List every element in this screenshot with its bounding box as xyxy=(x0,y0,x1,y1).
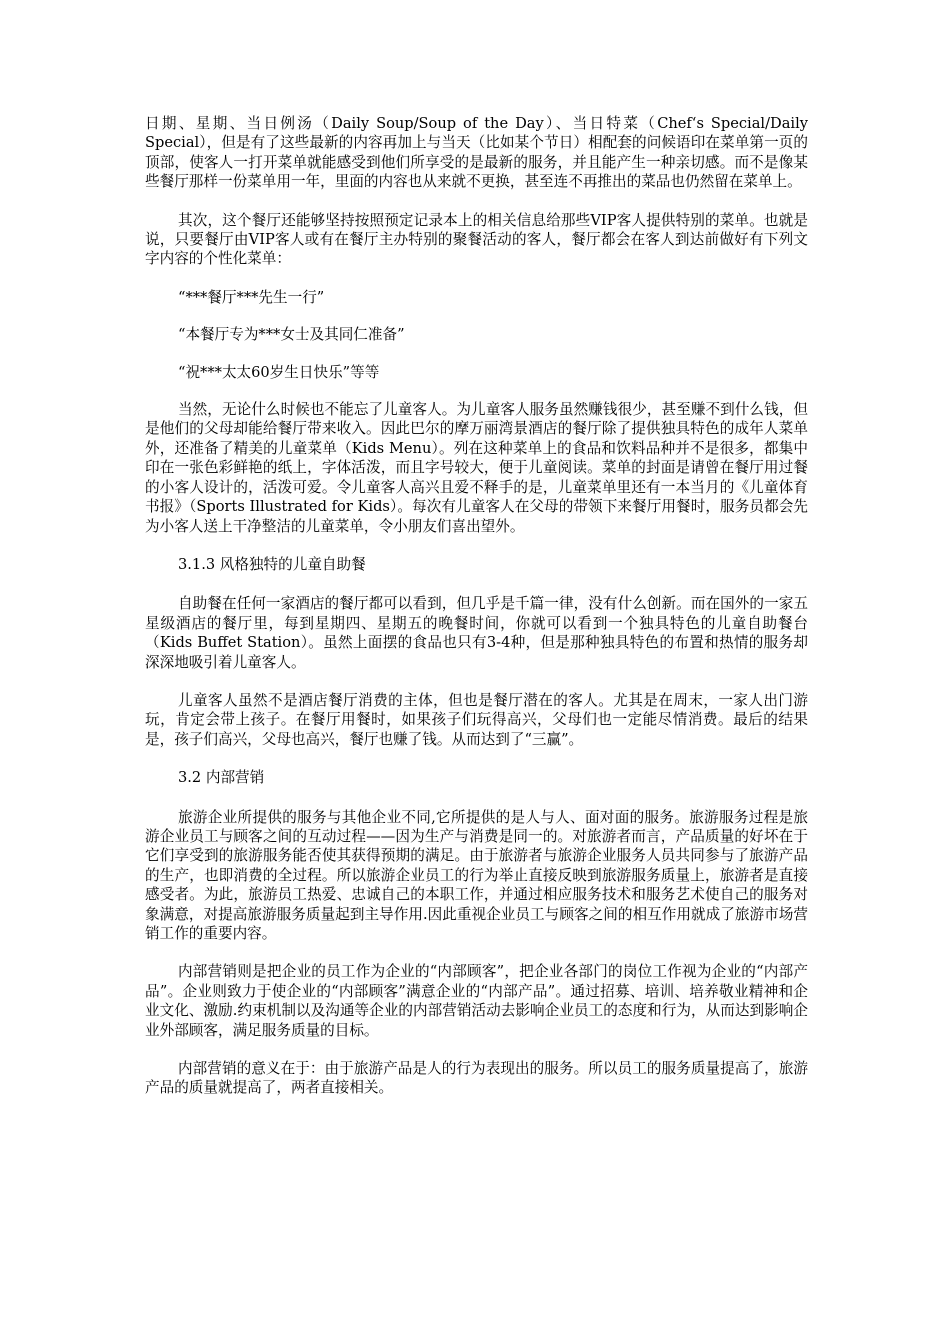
paragraph-vip-menu: 其次，这个餐厅还能够坚持按照预定记录本上的相关信息给那些VIP客人提供特别的菜单。也就是说，只要餐厅由VIP客人或有在餐厅主办特别的聚餐活动的客人，餐厅都会在客人到达前做好有下列文字内容的个性化菜单： xyxy=(145,211,808,268)
paragraph-service-interaction: 旅游企业所提供的服务与其他企业不同,它所提供的是人与人、面对面的服务。旅游服务过程是旅游企业员工与顾客之间的互动过程——因为生产与消费是同一的。对旅游者而言，产品质量的好坏在于它们享受到的旅游服务能否使其获得预期的满足。由于旅游者与旅游企业服务人员共同参与了旅游产品的生产，也即消费的全过程。所以旅游企业员工的行为举止直接反映到旅游服务质量上，旅游者是直接感受者。为此，旅游员工热爱、忠诚自己的本职工作，并通过相应服务技术和服务艺术使自己的服务对象满意，对提高旅游服务质量起到主导作用.因此重视企业员工与顾客之间的相互作用就成了旅游市场营销工作的重要内容。 xyxy=(145,808,808,942)
quote-menu-example-3: “祝***太太60岁生日快乐”等等 xyxy=(178,363,380,381)
quote-menu-example-2: “本餐厅专为***女士及其同仁准备” xyxy=(178,326,405,344)
paragraph-internal-marketing: 内部营销则是把企业的员工作为企业的“内部顾客”，把企业各部门的岗位工作视为企业的“内部产品”。企业则致力于使企业的“内部顾客”满意企业的“内部产品”。通过招募、培训、培养敬业精神和企业文化、激励.约束机制以及沟通等企业的内部营销活动去影响企业员工的态度和行为，从而达到影响企业外部顾客，满足服务质量的目标。 xyxy=(145,963,808,1039)
paragraph-kids-menu: 当然，无论什么时候也不能忘了儿童客人。为儿童客人服务虽然赚钱很少，甚至赚不到什么钱，但是他们的父母却能给餐厅带来收入。因此巴尔的摩万丽湾景酒店的餐厅除了提供独具特色的成年人菜单外，还准备了精美的儿童菜单（Kids Menu）。列在这种菜单上的食品和饮料品种并不是很多，都集中印在一张色彩鲜艳的纸上，字体活泼，而且字号较大，便于儿童阅读。菜单的封面是请曾在餐厅用过餐的小客人设计的，活泼可爱。令儿童客人高兴且爱不释手的是，儿童菜单里还有一本当月的《儿童体育书报》（Sports Illustrated for Kids）。每次有儿童客人在父母的带领下来餐厅用餐时，服务员都会先为小客人送上干净整洁的儿童菜单，令小朋友们喜出望外。 xyxy=(145,401,808,535)
document-page xyxy=(145,114,808,1117)
paragraph-internal-marketing-meaning: 内部营销的意义在于：由于旅游产品是人的行为表现出的服务。所以员工的服务质量提高了，旅游产品的质量就提高了，两者直接相关。 xyxy=(145,1060,808,1097)
section-heading-3-2: 3.2 内部营销 xyxy=(178,769,265,787)
paragraph-kids-customers: 儿童客人虽然不是酒店餐厅消费的主体，但也是餐厅潜在的客人。尤其是在周末，一家人出门游玩，肯定会带上孩子。在餐厅用餐时，如果孩子们玩得高兴，父母们也一定能尽情消费。最后的结果是，孩子们高兴，父母也高兴，餐厅也赚了钱。从而达到了“三赢”。 xyxy=(145,691,808,748)
quote-menu-example-1: “***餐厅***先生一行” xyxy=(178,288,325,306)
paragraph-menu-date: 日期、星期、当日例汤（Daily Soup/Soup of the Day）、当日特菜（Chef‘s Special/Daily Special），但是有了这些最新的内容再加上与当天（比如某个节日）相配套的问候语印在菜单第一页的顶部，使客人一打开菜单就能感受到他们所享受的是最新的服务，并且能产生一种亲切感。而不是像某些餐厅那样一份菜单用一年，里面的内容也从来就不更换，甚至连不再推出的菜品也仍然留在菜单上。 xyxy=(145,115,808,191)
paragraph-kids-buffet: 自助餐在任何一家酒店的餐厅都可以看到，但几乎是千篇一律，没有什么创新。而在国外的一家五星级酒店的餐厅里，每到星期四、星期五的晚餐时间，你就可以看到一个独具特色的儿童自助餐台（Kids Buffet Station）。虽然上面摆的食品也只有3-4种，但是那种独具特色的布置和热情的服务却深深地吸引着儿童客人。 xyxy=(145,595,808,671)
section-heading-3-1-3: 3.1.3 风格独特的儿童自助餐 xyxy=(178,555,366,573)
